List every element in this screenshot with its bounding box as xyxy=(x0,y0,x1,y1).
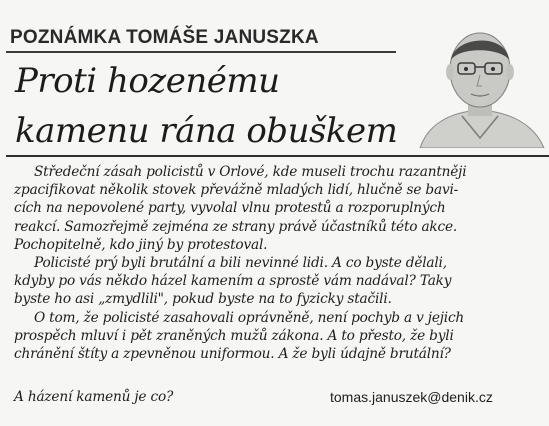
body-line: Policisté prý byli brutální a bili nevinné lidi. A co byste dělali, xyxy=(34,254,447,271)
body-line: zpacifikovat několik stovek převážně mladých lidí, hlučně se bavi- xyxy=(14,182,459,199)
body-line: kdyby po vás někdo házel kamením a sprostě vám nadával? Taky xyxy=(14,273,452,290)
body-line: Pochopitelně, kdo jiný by protestoval. xyxy=(14,236,268,253)
body-line: O tom, že policisté zasahovali oprávněně, není pochyb a v jejich xyxy=(34,309,465,326)
headline xyxy=(15,56,405,156)
headline-line-1: Proti hozenému xyxy=(15,61,280,101)
author-photo xyxy=(410,20,549,148)
kicker-rule xyxy=(6,51,396,53)
body-line: prospěch mluví i pět zraněných mužů zákona. A to přesto, že byli xyxy=(14,327,454,344)
body-line: cích na nepovolené party, vyvolal vlnu protestů a rozporuplných xyxy=(14,200,446,217)
headline-line-2: kamenu rána obuškem xyxy=(15,111,398,151)
author-email: tomas.januszek@denik.cz xyxy=(330,389,493,405)
body-line: byste ho asi „zmydlili", pokud byste na to fyzicky stačili. xyxy=(14,291,392,308)
author-portrait-image xyxy=(410,20,549,148)
body-line: reakcí. Samozřejmě zejména ze strany právě účastníků této akce. xyxy=(14,218,458,235)
body-last-line: A házení kamenů je co? xyxy=(14,389,174,405)
body-line: chránění štíty a zpevněnou uniformou. A že byli údajně brutální? xyxy=(14,345,451,362)
column-kicker: POZNÁMKA TOMÁŠE JANUSZKA xyxy=(10,27,319,48)
separator-rule xyxy=(6,155,549,157)
body-line: Středeční zásah policistů v Orlové, kde museli trochu razantněji xyxy=(34,164,467,180)
article-body xyxy=(14,163,549,363)
